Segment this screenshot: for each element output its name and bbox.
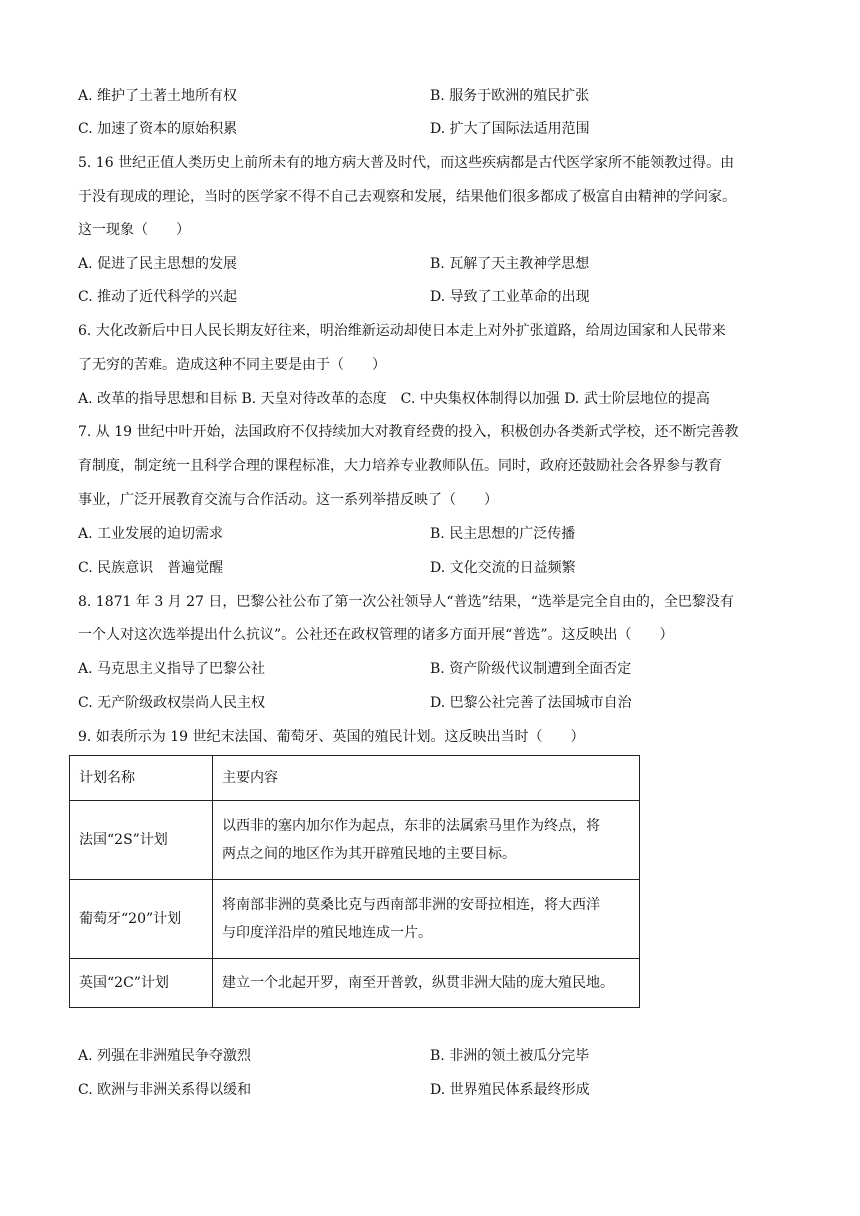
q8-stem-line-1: 8. 1871 年 3 月 27 日，巴黎公社公布了第一次公社领导人“普选”结果，“选举是完全自由的，全巴黎没有	[78, 594, 734, 610]
q5-stem-line-1: 5. 16 世纪正值人类历史上前所未有的地方病大普及时代，而这些疾病都是古代医学家所不能领教过得。由	[78, 155, 735, 171]
q4-option-c: C. 加速了资本的原始积累	[78, 121, 238, 137]
q4-option-a: A. 维护了土著土地所有权	[78, 88, 238, 104]
q8-stem-line-2: 一个人对这次选举提出什么抗议”。公社还在政权管理的诸多方面开展“普选”。这反映出（ ）	[78, 627, 674, 643]
q7-option-b: B. 民主思想的广泛传播	[430, 526, 576, 542]
q5-option-b: B. 瓦解了天主教神学思想	[430, 256, 590, 272]
q8-option-c: C. 无产阶级政权崇尚人民主权	[78, 695, 266, 711]
content-line: 建立一个北起开罗，南至开普敦，纵贯非洲大陆的庞大殖民地。	[222, 975, 614, 991]
q5-stem-line-3: 这一现象（ ）	[78, 222, 190, 238]
table-row	[70, 959, 640, 1008]
table-cell-plan-content	[213, 880, 640, 959]
q5-stem-line-2: 于没有现成的理论，当时的医学家不得不自己去观察和发展，结果他们很多都成了极富自由精神的学问家。	[78, 189, 736, 205]
q9-option-d: D. 世界殖民体系最终形成	[430, 1082, 590, 1098]
content-line: 两点之间的地区作为其开辟殖民地的主要目标。	[222, 846, 516, 862]
table-cell-plan-name: 葡萄牙“20”计划	[70, 880, 213, 959]
q4-option-b: B. 服务于欧洲的殖民扩张	[430, 88, 590, 104]
q7-option-d: D. 文化交流的日益频繁	[430, 560, 576, 576]
q9-stem: 9. 如表所示为 19 世纪末法国、葡萄牙、英国的殖民计划。这反映出当时（ ）	[78, 729, 585, 745]
q8-option-b: B. 资产阶级代议制遭到全面否定	[430, 661, 632, 677]
q7-option-c: C. 民族意识 普遍觉醒	[78, 560, 224, 576]
table-header-row	[70, 756, 640, 801]
table-cell-plan-name: 法国“2S”计划	[70, 801, 213, 880]
q7-stem-line-3: 事业，广泛开展教育交流与合作活动。这一系列举措反映了（ ）	[78, 492, 498, 508]
colonial-plans-table	[69, 755, 640, 1008]
q9-option-a: A. 列强在非洲殖民争夺激烈	[78, 1048, 252, 1064]
q9-option-b: B. 非洲的领土被瓜分完毕	[430, 1048, 590, 1064]
q8-option-a: A. 马克思主义指导了巴黎公社	[78, 661, 266, 677]
q4-option-d: D. 扩大了国际法适用范围	[430, 121, 590, 137]
q7-option-a: A. 工业发展的迫切需求	[78, 526, 224, 542]
table-row	[70, 880, 640, 959]
q6-stem-line-1: 6. 大化改新后中日人民长期友好往来，明治维新运动却使日本走上对外扩张道路，给周边国家和人民带来	[78, 323, 726, 339]
content-line: 将南部非洲的莫桑比克与西南部非洲的安哥拉相连，将大西洋	[222, 897, 600, 913]
table-header-content: 主要内容	[213, 756, 640, 801]
q5-option-d: D. 导致了工业革命的出现	[430, 289, 590, 305]
table-cell-plan-content	[213, 801, 640, 880]
table-header-name: 计划名称	[70, 756, 213, 801]
content-line: 以西非的塞内加尔作为起点，东非的法属索马里作为终点，将	[222, 818, 600, 834]
table-cell-plan-content	[213, 959, 640, 1008]
q8-option-d: D. 巴黎公社完善了法国城市自治	[430, 695, 632, 711]
q7-stem-line-1: 7. 从 19 世纪中叶开始，法国政府不仅持续加大对教育经费的投入，积极创办各类新式学校，还不断完善教	[78, 424, 739, 440]
table-row	[70, 801, 640, 880]
q5-option-c: C. 推动了近代科学的兴起	[78, 289, 238, 305]
content-line: 与印度洋沿岸的殖民地连成一片。	[222, 925, 432, 941]
q5-option-a: A. 促进了民主思想的发展	[78, 256, 238, 272]
table-cell-plan-name: 英国“2C”计划	[70, 959, 213, 1008]
q9-option-c: C. 欧洲与非洲关系得以缓和	[78, 1082, 252, 1098]
q6-options-line: A. 改革的指导思想和目标 B. 天皇对待改革的态度 C. 中央集权体制得以加强 D. 武士阶层地位的提高	[78, 391, 710, 407]
q7-stem-line-2: 育制度，制定统一且科学合理的课程标准，大力培养专业教师队伍。同时，政府还鼓励社会各界参与教育	[78, 458, 722, 474]
q6-stem-line-2: 了无穷的苦难。造成这种不同主要是由于（ ）	[78, 357, 386, 373]
